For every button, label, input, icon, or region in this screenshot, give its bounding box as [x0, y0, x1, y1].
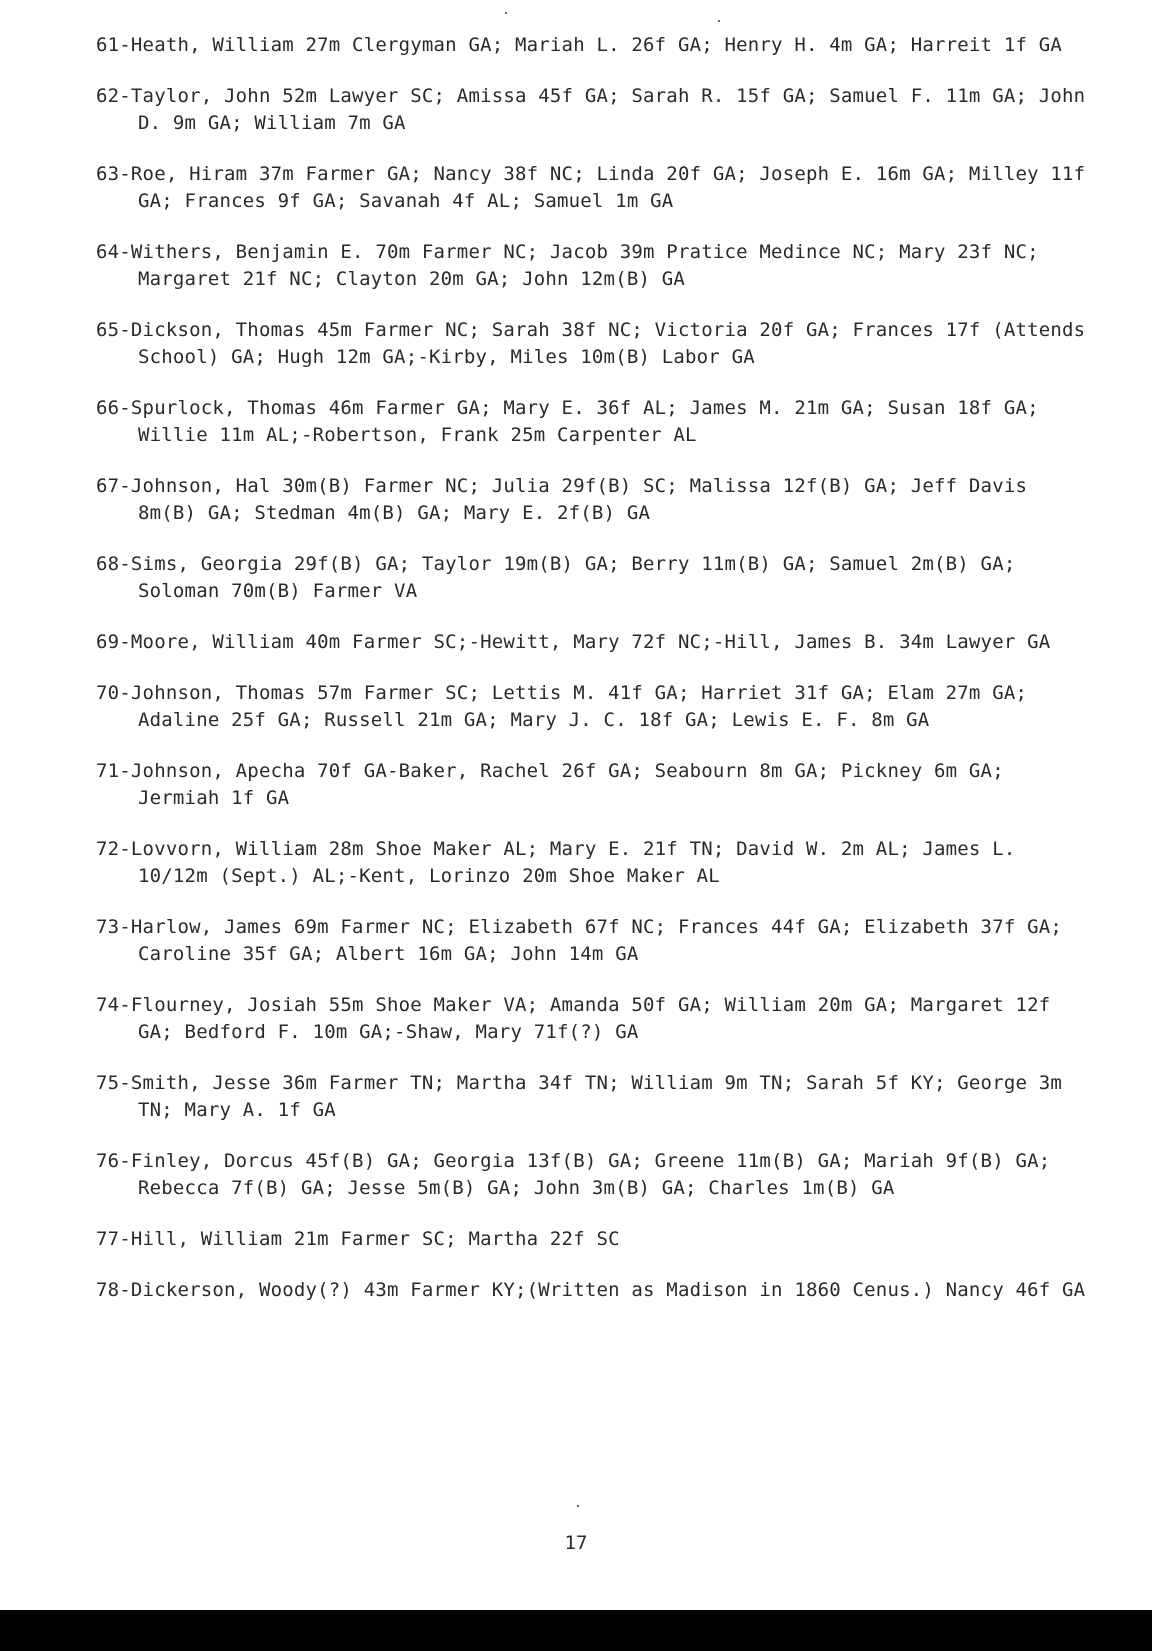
census-entry-67: 67-Johnson, Hal 30m(B) Farmer NC; Julia 29f(B) SC; Malissa 12f(B) GA; Jeff Davis 8m(B) GA; Stedman 4m(B) GA; Mary E. 2f(B) GA	[96, 475, 1028, 524]
census-entry-62: 62-Taylor, John 52m Lawyer SC; Amissa 45f GA; Sarah R. 15f GA; Samuel F. 11m GA; John D. 9m GA; William 7m GA	[96, 85, 1086, 134]
scan-speck	[505, 12, 507, 14]
scan-border-bar	[0, 1610, 1152, 1651]
census-entry-72: 72-Lovvorn, William 28m Shoe Maker AL; Mary E. 21f TN; David W. 2m AL; James L. 10/12m (Sept.) AL;-Kent, Lorinzo 20m Shoe Maker AL	[96, 838, 1016, 887]
census-entry-76: 76-Finley, Dorcus 45f(B) GA; Georgia 13f(B) GA; Greene 11m(B) GA; Mariah 9f(B) GA; Rebecca 7f(B) GA; Jesse 5m(B) GA; John 3m(B) GA; Charles 1m(B) GA	[96, 1150, 1051, 1199]
census-entry-73: 73-Harlow, James 69m Farmer NC; Elizabeth 67f NC; Frances 44f GA; Elizabeth 37f GA; Caroline 35f GA; Albert 16m GA; John 14m GA	[96, 916, 1063, 965]
census-entry-69: 69-Moore, William 40m Farmer SC;-Hewitt, Mary 72f NC;-Hill, James B. 34m Lawyer GA	[96, 631, 1051, 653]
census-entries	[96, 32, 1096, 1328]
census-entry-70: 70-Johnson, Thomas 57m Farmer SC; Lettis M. 41f GA; Harriet 31f GA; Elam 27m GA; Adaline 25f GA; Russell 21m GA; Mary J. C. 18f GA; Lewis E. F. 8m GA	[96, 682, 1028, 731]
page-number: 17	[564, 1532, 588, 1554]
census-entry-77: 77-Hill, William 21m Farmer SC; Martha 22f SC	[96, 1228, 620, 1250]
census-entry-74: 74-Flourney, Josiah 55m Shoe Maker VA; Amanda 50f GA; William 20m GA; Margaret 12f GA; Bedford F. 10m GA;-Shaw, Mary 71f(?) GA	[96, 994, 1051, 1043]
census-entry-75: 75-Smith, Jesse 36m Farmer TN; Martha 34f TN; William 9m TN; Sarah 5f KY; George 3m TN; Mary A. 1f GA	[96, 1072, 1063, 1121]
census-entry-78: 78-Dickerson, Woody(?) 43m Farmer KY;(Written as Madison in 1860 Cenus.) Nancy 46f GA	[96, 1279, 1086, 1301]
census-entry-63: 63-Roe, Hiram 37m Farmer GA; Nancy 38f NC; Linda 20f GA; Joseph E. 16m GA; Milley 11f GA; Frances 9f GA; Savanah 4f AL; Samuel 1m GA	[96, 163, 1086, 212]
census-entry-66: 66-Spurlock, Thomas 46m Farmer GA; Mary E. 36f AL; James M. 21m GA; Susan 18f GA; Willie 11m AL;-Robertson, Frank 25m Carpenter AL	[96, 397, 1039, 446]
scan-speck	[577, 1505, 579, 1507]
census-entry-61: 61-Heath, William 27m Clergyman GA; Mariah L. 26f GA; Henry H. 4m GA; Harreit 1f GA	[96, 34, 1063, 56]
scan-speck	[718, 20, 720, 22]
census-entry-68: 68-Sims, Georgia 29f(B) GA; Taylor 19m(B) GA; Berry 11m(B) GA; Samuel 2m(B) GA; Soloman 70m(B) Farmer VA	[96, 553, 1016, 602]
census-entry-71: 71-Johnson, Apecha 70f GA-Baker, Rachel 26f GA; Seabourn 8m GA; Pickney 6m GA; Jermiah 1f GA	[96, 760, 1004, 809]
census-entry-64: 64-Withers, Benjamin E. 70m Farmer NC; Jacob 39m Pratice Medince NC; Mary 23f NC; Margaret 21f NC; Clayton 20m GA; John 12m(B) GA	[96, 241, 1039, 290]
census-entry-65: 65-Dickson, Thomas 45m Farmer NC; Sarah 38f NC; Victoria 20f GA; Frances 17f (Attends School) GA; Hugh 12m GA;-Kirby, Miles 10m(B) Labor GA	[96, 319, 1086, 368]
